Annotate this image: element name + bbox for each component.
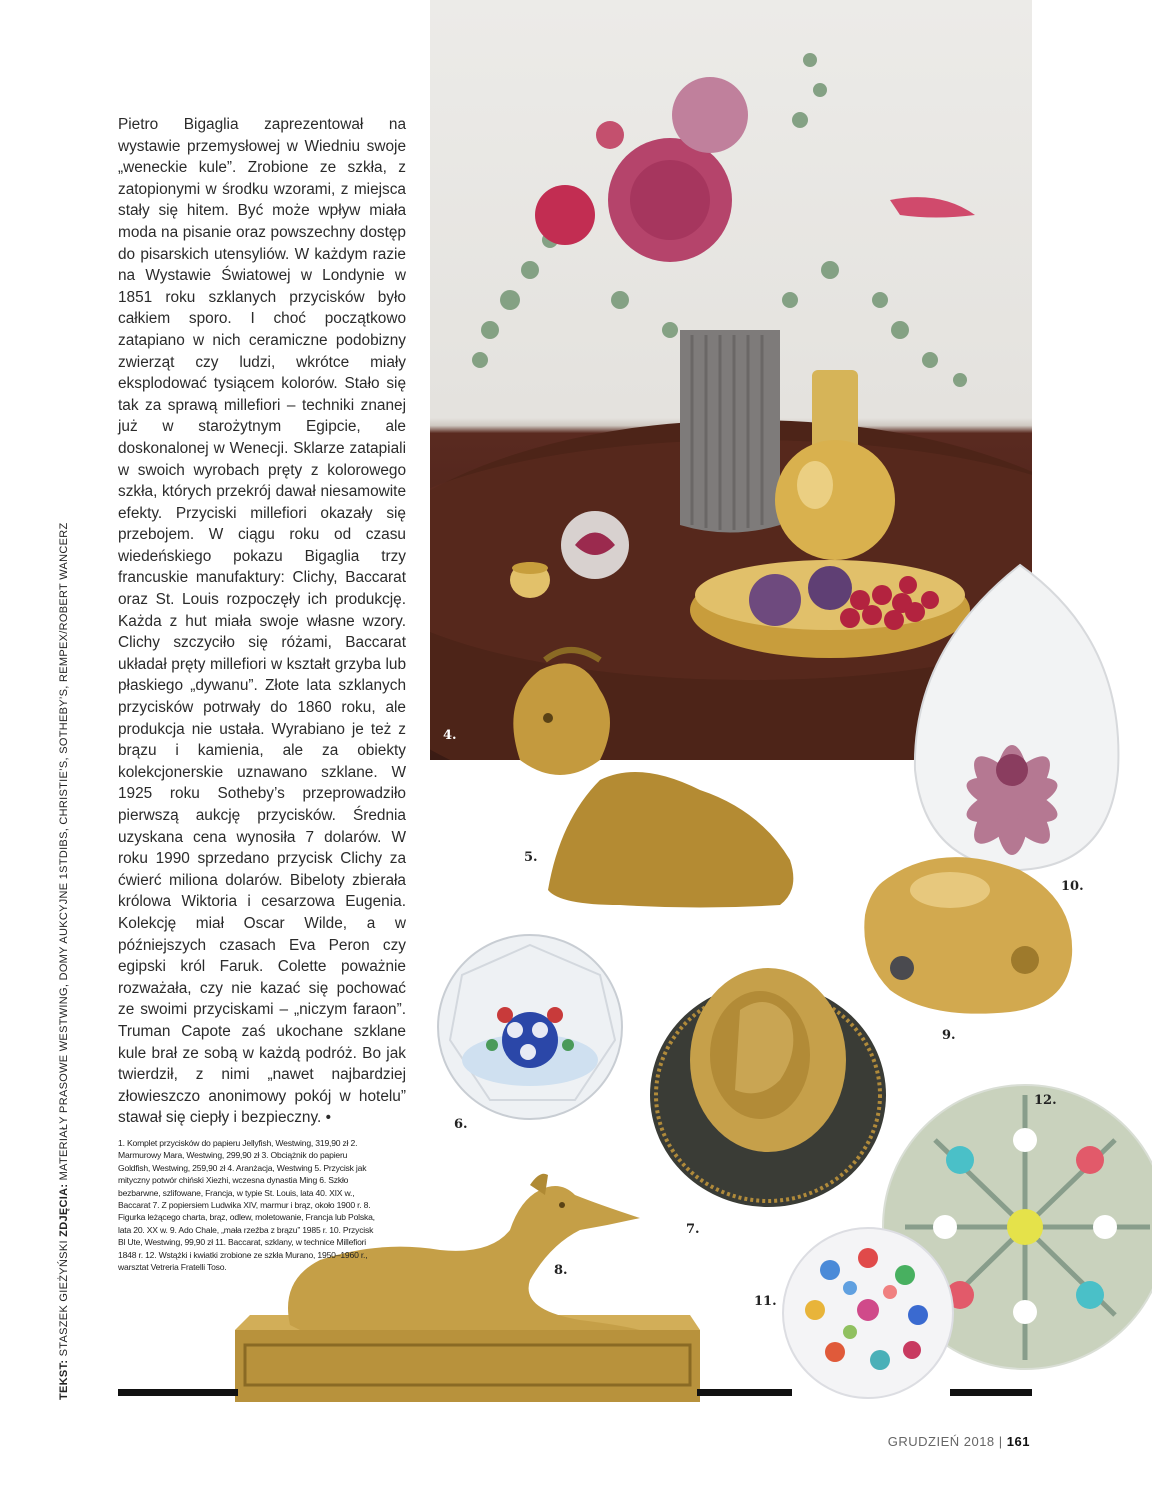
item-number-8: 8. xyxy=(554,1263,568,1278)
item-number-12: 12. xyxy=(1034,1093,1057,1108)
footer-separator: | xyxy=(998,1434,1003,1449)
baccarat-millefiori-paperweight xyxy=(783,1228,953,1398)
item-number-4: 4. xyxy=(443,728,457,743)
item-number-11: 11. xyxy=(754,1294,777,1309)
item-number-6: 6. xyxy=(454,1117,468,1132)
photo-credit-label: ZDJĘCIA: xyxy=(58,1183,70,1237)
page-number: 161 xyxy=(1006,1434,1030,1449)
item-captions: 1. Komplet przycisków do papieru Jellyfish, Westwing, 319,90 zł 2. Marmurowy Mara, Westwing, 299,90 zł 3. Obciążnik do papieru Goldfish, Westwing, 259,90 zł 4. Aranżacja, Westwing 5. Przycisk jak mityczny potwór chiński Xiezhi, wczesna dynastia Ming 6. Szkło bezbarwne, szlifowane, Francja, w typie St. Louis, lata 40. XIX w., Baccarat 7. Z popiersiem Ludwika XIV, marmur i brąz, około 1900 r. 8. Figurka leżącego charta, brąz, odlew, moletowanie, Francja lub Polska, lata 20. XX w. 9. Ado Chale, „mała rzeźba z brązu” 1985 r. 10. Przycisk Bl Ute, Westwing, 99,90 zł 11. Baccarat, szklany, w technice Millefiori 1848 r. 12. Wstążki i kwiatki zrobione ze szkła Murano, 1950–1960 r., warsztat Vetreria Fratelli Toso. xyxy=(118,1138,375,1273)
photo-credit-sources: MATERIAŁY PRASOWE WESTWING, DOMY AUKCYJNE 1STDIBS, CHRISTIE’S, SOTHEBY’S, REMPEX/ROBERT WANCERZ xyxy=(58,522,70,1181)
item-number-5: 5. xyxy=(524,850,538,865)
faceted-glass-paperweight xyxy=(438,935,622,1119)
article-body: Pietro Bigaglia zaprezentował na wystawie przemysłowej w Wiedniu swoje „weneckie kule”. Zrobione ze szkła, z zatopionymi w środku wzorami, z miejsca stały się hitem. Być może wpływ miała moda na pisanie oraz powszechny dostęp do pisarskich utensyliów. W każdym razie na Wystawie Światowej w Londynie w 1851 roku szklanych przycisków było całkiem sporo. I choć początkowo zatapiano w nich ceramiczne podobizny zwierząt czy ludzi, wkrótce miały eksplodować tysiącem kolorów. Stało się tak za sprawą millefiori – techniki znanej już w starożytnym Egipcie, ale doskonalonej w Wenecji. Sklarze zatapiali w swoich wyrobach pręty z kolorowego szkła, których przekrój dawał niesamowite efekty. Przyciski millefiori okazały się przebojem. W ciągu roku od czasu wiedeńskiego pokazu Bigaglia trzy francuskie manufaktury: Clichy, Baccarat oraz St. Louis rozpoczęły ich produkcję. Każda z hut miała swoje własne wzory. Clichy szczyciło się różami, Baccarat układał pręty millefiori w kształt grzyba lub płaskiego „dywanu”. Złote lata szklanych przycisków potrwały do 1860 roku, ale produkcja nie ustała. Wyrabiano je też z brązu i kamienia, ale za obiekty kolekcjonerskie uznawano szklane. W 1925 roku Sotheby’s przeprowadziło pierwszą aukcję przycisków. Średnia uzyskana cena wynosiła 7 dolarów. W roku 1990 sprzedano przycisk Clichy za ćwierć miliona dolarów. Bibeloty zbierała królowa Wiktoria i cesarzowa Eugenia. Kolekcję miał Oscar Wilde, a w późniejszych czasach Eva Peron czy egipski król Faruk. Colette poważnie rozważała, czy nie kazać się pochować ze swoimi przyciskami – „niczym faraon”. Truman Capote zaś ukochane szklane kule brał ze sobą w każdą podróż. Bo jak twierdził, z nimi „nawet najbardziej złowieszczo anonimowy pokój w hotelu” stawał się ciepły i bezpieczny. • xyxy=(118,116,406,1127)
item-number-10: 10. xyxy=(1061,879,1084,894)
text-credit-label: TEKST: xyxy=(58,1359,70,1400)
brass-beast-figure xyxy=(513,650,793,908)
item-number-9: 9. xyxy=(942,1028,956,1043)
marble-portrait-paperweight xyxy=(650,968,886,1207)
text-credit-author: STASZEK GIEŻYŃSKI xyxy=(58,1240,70,1357)
item-number-7: 7. xyxy=(686,1222,700,1237)
page-footer xyxy=(888,1434,1030,1449)
brass-pebble-paperweight xyxy=(864,857,1072,1014)
issue-date: GRUDZIEŃ 2018 xyxy=(887,1434,995,1449)
